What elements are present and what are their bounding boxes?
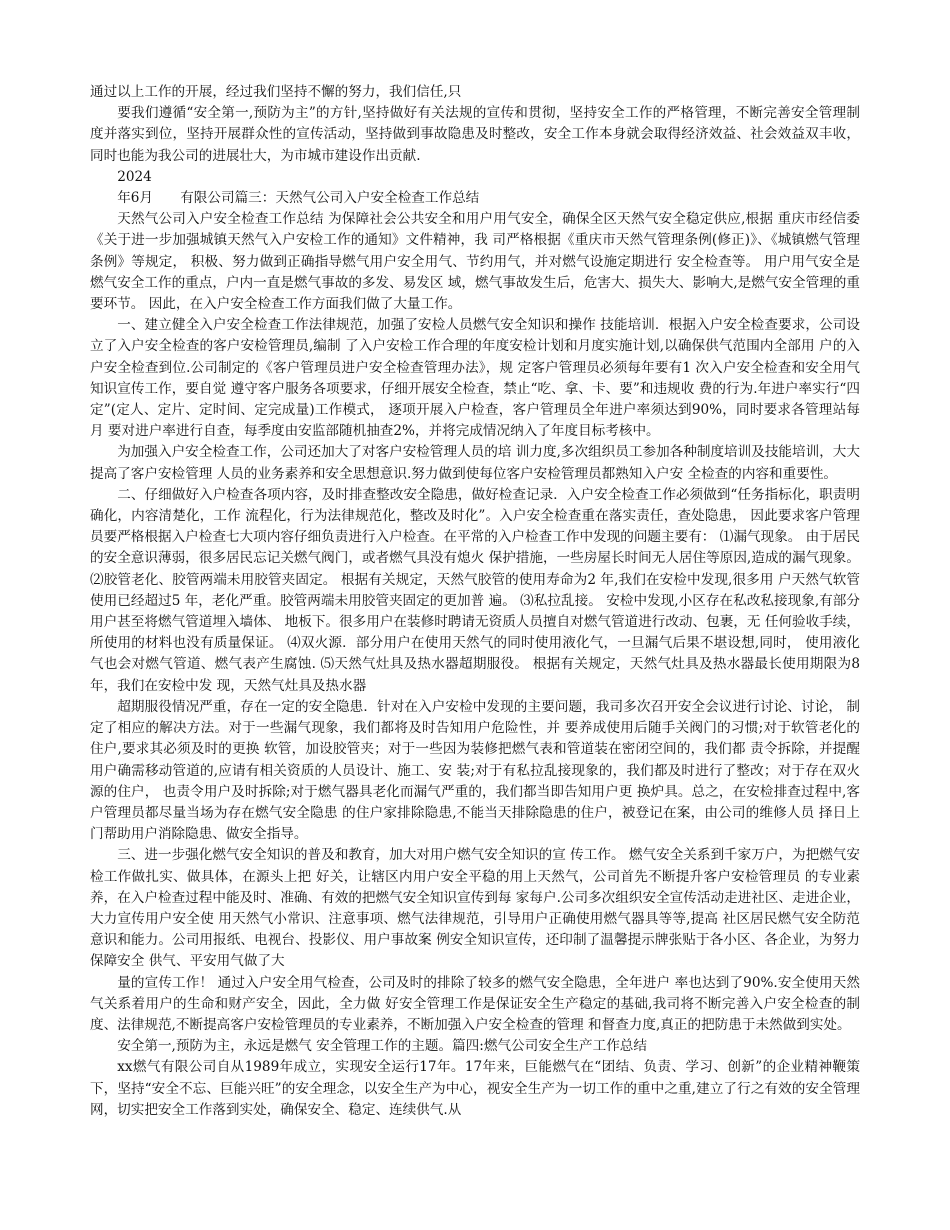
paragraph-solutions: 超期服役情况严重，存在一定的安全隐患．针对在入户安检中发现的主要问题，我司多次召开安全会议进行讨论、讨论， 制定了相应的解决方法。对于一些漏气现象，我们都将及时告知用户危险性，并 要养成使用后随手关阀门的习惯;对于软管老化的住户,要求其必须及时的更换 软管，加设胶管夹；对于一些因为装修把燃气表和管道装在密闭空间的，我们都 责令拆除，并提醒用户确需移动管道的,应请有相关资质的人员设计、施工、安 装;对于有私拉乱接现象的，我们都及时进行了整改；对于存在双火源的住户， 也责令用户及时拆除;对于燃气器具老化而漏气严重的，我们都当即告知用户更 换炉具。总之，在安检排查过程中,客户管理员都尽量当场为存在燃气安全隐患 的住户家排除隐患,不能当天排除隐患的住户，被登记在案，由公司的维修人员 择日上门帮助用户消除隐患、做安全指导。 (90, 698, 860, 843)
paragraph-results: 量的宣传工作！ 通过入户安全用气检查，公司及时的排除了较多的燃气安全隐患，全年进户 率也达到了90%.安全使用天然气关系着用户的生命和财产安全，因此，全力做 好安全管理工作是保证安全生产稳定的基础,我司将不断完善入户安全检查的制 度、法律规范,不断提高客户安检管理员的专业素养，不断加强入户安全检查的管理 和督查力度,真正的把防患于未然做到实处。 (90, 974, 860, 1033)
paragraph-part-two: 二、仔细做好入户检查各项内容，及时排查整改安全隐患，做好检查记录．入户安全检查工作必须做到“任务指标化，职责明确化，内容清楚化，工作 流程化，行为法律规范化，整改及时化”。入户安全检查重在落实责任，查处隐患， 因此要求客户管理员要严格根据入户检查七大项内容仔细负责进行入户检查。在平常的入户检查工作中发现的问题主要有： ⑴漏气现象。 由于居民的安全意识薄弱，很多居民忘记关燃气阀门，或者燃气具没有熄火 保护措施，一些房屋长时间无人居住等原因,造成的漏气现象。 ⑵胶管老化、胶管两端未用胶管夹固定。 根据有关规定，天然气胶管的使用寿命为2 年,我们在安检中发现,很多用 户天然气软管使用已经超过5 年，老化严重。胶管两端未用胶管夹固定的更加普 遍。 ⑶私拉乱接。 安检中发现,小区存在私改私接现象,有部分用户甚至将燃气管道埋入墙体、 地板下。很多用户在装修时聘请无资质人员擅自对燃气管道进行改动、包裹，无 任何验收手续，所使用的材料也没有质量保证。 ⑷双火源．部分用户在使用天然气的同时使用液化气，一旦漏气后果不堪设想,同时， 使用液化气也会对燃气管道、燃气表产生腐蚀. ⑸天然气灶具及热水器超期服役。 根据有关规定，天然气灶具及热水器最长使用期限为8 年，我们在安检中发 现，天然气灶具及热水器 (90, 486, 860, 694)
paragraph-part-three: 三、进一步强化燃气安全知识的普及和教育，加大对用户燃气安全知识的宣 传工作。 燃气安全关系到千家万户，为把燃气安检工作做扎实、做具体，在源头上把 好关，让辖区内用户安全平稳的用上天然气，公司首先不断提升客户安检管理员 的专业素养，在入户检查过程中能及时、准确、有效的把燃气安全知识宣传到每 家每户.公司多次组织安全宣传活动走进社区、走进企业，大力宣传用户安全使 用天然气小常识、注意事项、燃气法律规范，引导用户正确使用燃气器具等等,提高 社区居民燃气安全防范意识和能力。公司用报纸、电视台、投影仪、用户事故案 例安全知识宣传，还印制了温馨提示牌张贴于各小区、各企业，为努力保障安全 供气、平安用气做了大 (90, 847, 860, 970)
paragraph-training: 为加强入户安全检查工作，公司还加大了对客户安检管理人员的培 训力度,多次组织员工参加各种制度培训及技能培训，大大提高了客户安检管理 人员的业务素养和安全思想意识.努力做到使每位客户安检管理员都熟知入户安 全检查的内容和重要性。 (90, 444, 860, 482)
paragraph-part-one: 一、建立健全入户安全检查工作法律规范，加强了安检人员燃气安全知识和操作 技能培训．根据入户安全检查要求，公司设立了入户安全检查的客户安检管理员,编制 了入户安检工作合理的年度安检计划和月度实施计划,以确保供气范围内全部用 户的入户安全检查到位.公司制定的《客户管理员进户安全检查管理办法》，规 定客户管理员必须每年要有1 次入户安全检查和安全用气知识宣传工作，要自觉 遵守客户服务各项要求，仔细开展安全检查，禁止“吃、拿、卡、要”和违规收 费的行为.年进户率实行“四定”(定人、定片、定时间、定完成量)工作模式， 逐项开展入户检查，客户管理员全年进户率须达到90%，同时要求各管理站每月 要对进户率进行自查，每季度由安监部随机抽查2%，并将完成情况纳入了年度目标考核中。 (90, 317, 860, 440)
paragraph-conclusion: 要我们遵循“安全第一,预防为主”的方针,坚持做好有关法规的宣传和贯彻，坚持安全工作的严格管理，不断完善安全管理制度并落实到位，坚持开展群众性的宣传活动，坚持做到事故隐患及时整改，安全工作本身就会取得经济效益、社会效益双丰收，同时也能为我公司的进展壮大，为市城市建设作出贡献. (90, 105, 860, 164)
paragraph-intro: 通过以上工作的开展，经过我们坚持不懈的努力，我们信任,只 (90, 84, 462, 100)
paragraph-summary-intro: 天然气公司入户安全检查工作总结 为保障社会公共安全和用户用气安全，确保全区天然气安全稳定供应,根据 重庆市经信委《关于进一步加强城镇天然气入户安检工作的通知》文件精神，我 司严格根据《重庆市天然气管理条例(修正)》、《城镇燃气管理条例》等规定， 积极、努力做到正确指导燃气用户安全用气、节约用气，并对燃气设施定期进行 安全检查等。 用户用气安全是燃气安全工作的重点，户内一直是燃气事故的多发、易发区 域，燃气事故发生后，危害大、损失大、影响大,是燃气安全管理的重要环节。 因此，在入户安全检查工作方面我们做了大量工作。 (90, 211, 860, 313)
paragraph-company-history: xx燃气有限公司自从1989年成立，实现安全运行17年。17年来，巨能燃气在“团结、负责、学习、创新”的企业精神鞭策下，坚持“安全不忘、巨能兴旺”的安全理念，以安全生产为中心，视安全生产为一切工作的重中之重,建立了行之有效的安全管理网，切实把安全工作落到实处，确保安全、稳定、连续供气.从 (90, 1059, 860, 1118)
paragraph-theme: 安全第一,预防为主，永远是燃气 安全管理工作的主题。篇四:燃气公司安全生产工作总结 (117, 1038, 647, 1055)
paragraph-section-heading: 年6月 有限公司篇三：天然气公司入户安全检查工作总结 (117, 190, 480, 207)
paragraph-year: 2024 (117, 168, 152, 185)
